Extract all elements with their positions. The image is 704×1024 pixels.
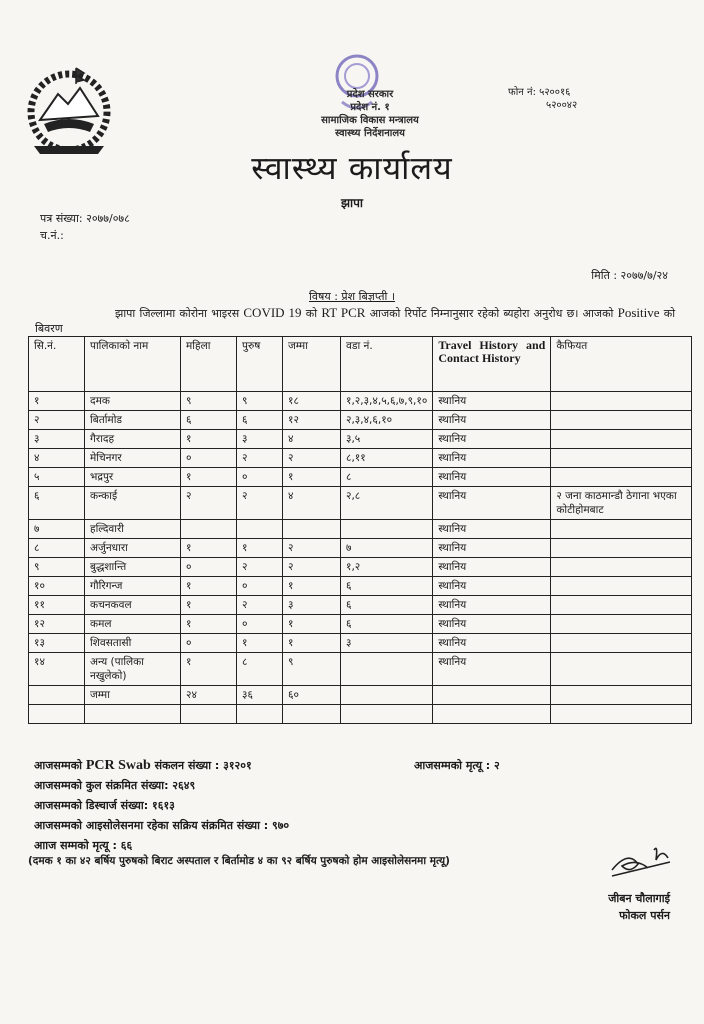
cell-name: कमल — [85, 615, 181, 634]
table-row — [29, 468, 692, 487]
pcr-prefix: आजसम्मको — [34, 759, 83, 772]
government-hierarchy — [290, 88, 450, 140]
cell-male — [237, 520, 283, 539]
cell-male: ९ — [237, 392, 283, 411]
table-header-row — [29, 337, 692, 392]
cell-female: ० — [181, 634, 237, 653]
cell-female: २ — [181, 487, 237, 520]
intro-text-3: आजको रिर्पोट निम्नानुसार रहेको ब्यहोरा अनुरोध छ। आजको — [369, 307, 614, 320]
cell-travel: स्थानिय — [433, 653, 551, 686]
cell-ward: ६ — [341, 615, 433, 634]
cell-remarks — [551, 539, 692, 558]
cell-total: ४ — [283, 487, 341, 520]
cell-female — [181, 520, 237, 539]
cell-total — [283, 520, 341, 539]
cell-sn: ११ — [29, 596, 85, 615]
table-row — [29, 596, 692, 615]
gov-line-province-number: प्रदेश नं. १ — [350, 102, 390, 113]
deaths-today: आजसम्मको मृत्यू : २ — [414, 759, 500, 772]
cell-travel: स्थानिय — [433, 596, 551, 615]
empty-cell — [341, 686, 433, 705]
total-total: ६० — [283, 686, 341, 705]
cell-female: १ — [181, 615, 237, 634]
cell-travel: स्थानिय — [433, 487, 551, 520]
cell-ward: ३ — [341, 634, 433, 653]
cell-total: १ — [283, 577, 341, 596]
total-label: जम्मा — [85, 686, 181, 705]
signer-block — [590, 890, 670, 924]
empty-cell — [29, 686, 85, 705]
cell-name: मेचिनगर — [85, 449, 181, 468]
cell-ward: १,२,३,४,५,६,७,९,१० — [341, 392, 433, 411]
table-total-row — [29, 686, 692, 705]
empty-cell — [283, 705, 341, 724]
table-row — [29, 487, 692, 520]
intro-rtpcr: RT PCR — [321, 305, 366, 320]
cell-travel: स्थानिय — [433, 449, 551, 468]
table-row — [29, 615, 692, 634]
active-isolation: आजसम्मको आइसोलेसनमा रहेका सक्रिय संक्रमित संख्या : ९७० — [34, 819, 290, 832]
cell-name: दमक — [85, 392, 181, 411]
cell-total: १८ — [283, 392, 341, 411]
table-row — [29, 577, 692, 596]
cell-sn: १२ — [29, 615, 85, 634]
total-male: ३६ — [237, 686, 283, 705]
cell-ward — [341, 653, 433, 686]
summary-block — [34, 756, 289, 856]
cell-total: ३ — [283, 596, 341, 615]
cell-total: १२ — [283, 411, 341, 430]
table-row — [29, 430, 692, 449]
cell-female: ६ — [181, 411, 237, 430]
cell-name: हल्दिवारी — [85, 520, 181, 539]
empty-cell — [551, 686, 692, 705]
cell-female: १ — [181, 653, 237, 686]
pcr-en: PCR Swab — [85, 758, 151, 773]
intro-paragraph — [35, 305, 675, 336]
cell-female: ० — [181, 558, 237, 577]
header-municipality: पालिकाको नाम — [85, 337, 181, 392]
dispatch-number: च.नं.: — [40, 229, 64, 242]
positive-cases-table — [28, 336, 692, 724]
cell-female: १ — [181, 468, 237, 487]
header-ward: वडा नं. — [341, 337, 433, 392]
cell-female: १ — [181, 596, 237, 615]
office-title: स्वास्थ्य कार्यालय — [251, 149, 453, 187]
cell-sn: ६ — [29, 487, 85, 520]
gov-line-province-government: प्रदेश सरकार — [346, 89, 394, 100]
phone-label: फोन नं: — [508, 87, 536, 98]
cell-remarks — [551, 558, 692, 577]
table-row — [29, 449, 692, 468]
signer-title: फोकल पर्सन — [619, 909, 670, 922]
cell-ward: ३,५ — [341, 430, 433, 449]
cell-total: २ — [283, 449, 341, 468]
phone-numbers — [508, 86, 577, 112]
cell-male: ० — [237, 577, 283, 596]
cell-ward: ६ — [341, 596, 433, 615]
intro-covid: COVID 19 — [243, 305, 302, 320]
table-row — [29, 558, 692, 577]
cell-ward: ६ — [341, 577, 433, 596]
gov-line-ministry: सामाजिक विकास मन्त्रालय — [321, 115, 419, 126]
gov-line-directorate: स्वास्थ्य निर्देशनालय — [335, 128, 405, 139]
cell-name: बुद्धशान्ति — [85, 558, 181, 577]
cell-ward: ७ — [341, 539, 433, 558]
cell-name: शिवसतासी — [85, 634, 181, 653]
cell-name: अर्जुनधारा — [85, 539, 181, 558]
cell-name: अन्य (पालिका नखुलेको) — [85, 653, 181, 686]
table-row — [29, 634, 692, 653]
cell-ward: १,२ — [341, 558, 433, 577]
district-name: झापा — [340, 196, 364, 210]
cell-remarks — [551, 449, 692, 468]
cell-male: २ — [237, 487, 283, 520]
cell-male: २ — [237, 449, 283, 468]
document-date: मिति : २०७७/७/२४ — [591, 269, 668, 282]
total-discharged: आजसम्मको डिस्चार्ज संख्या: १६१३ — [34, 799, 175, 812]
intro-text-1: झापा जिल्लामा कोरोना भाइरस — [115, 307, 240, 320]
cell-travel: स्थानिय — [433, 392, 551, 411]
cell-female: १ — [181, 430, 237, 449]
cell-remarks — [551, 634, 692, 653]
signer-name: जीबन चौलागाई — [608, 892, 670, 905]
reference-block — [40, 210, 130, 244]
table-row — [29, 411, 692, 430]
cell-travel: स्थानिय — [433, 539, 551, 558]
cell-sn: १० — [29, 577, 85, 596]
cell-female: १ — [181, 539, 237, 558]
cell-total: १ — [283, 634, 341, 653]
cell-name: बिर्तामोड — [85, 411, 181, 430]
cell-remarks — [551, 596, 692, 615]
empty-cell — [433, 705, 551, 724]
intro-text-2: को — [305, 307, 318, 320]
header-travel-history: Travel History and Contact History — [433, 337, 551, 392]
cell-ward: २,३,४,६,१० — [341, 411, 433, 430]
cell-remarks — [551, 468, 692, 487]
cell-name: कन्काई — [85, 487, 181, 520]
cell-remarks — [551, 430, 692, 449]
cell-female: ० — [181, 449, 237, 468]
cell-sn: २ — [29, 411, 85, 430]
cell-male: ८ — [237, 653, 283, 686]
cell-remarks — [551, 577, 692, 596]
cell-male: १ — [237, 539, 283, 558]
header-remarks: कैफियत — [551, 337, 692, 392]
cell-total: ९ — [283, 653, 341, 686]
death-note: (दमक १ का ४२ बर्षिय पुरुषको बिराट अस्पताल र बिर्तामोड ४ का ९२ बर्षिय पुरुषको होम आइसोलेसनमा मृत्यू) — [28, 855, 450, 867]
cell-name: गौरिगन्ज — [85, 577, 181, 596]
intro-text-4: को बिवरण — [35, 307, 676, 335]
letter-number: पत्र संख्या: २०७७/०७८ — [40, 212, 130, 225]
cell-travel: स्थानिय — [433, 615, 551, 634]
pcr-suffix: संकलन संख्या : ३१२०१ — [154, 759, 252, 772]
cell-female: १ — [181, 577, 237, 596]
cell-male: ० — [237, 615, 283, 634]
total-female: २४ — [181, 686, 237, 705]
cell-male: ३ — [237, 430, 283, 449]
cell-sn: १४ — [29, 653, 85, 686]
cell-total: २ — [283, 539, 341, 558]
table-row — [29, 539, 692, 558]
total-infected: आजसम्मको कुल संक्रमित संख्या: २६४९ — [34, 779, 196, 792]
cell-travel: स्थानिय — [433, 634, 551, 653]
cell-ward: ८ — [341, 468, 433, 487]
cell-male: ६ — [237, 411, 283, 430]
empty-cell — [237, 705, 283, 724]
cell-sn: ४ — [29, 449, 85, 468]
header-female: महिला — [181, 337, 237, 392]
cell-total: २ — [283, 558, 341, 577]
intro-positive: Positive — [617, 305, 660, 320]
cell-travel: स्थानिय — [433, 520, 551, 539]
empty-cell — [551, 705, 692, 724]
cell-sn: ७ — [29, 520, 85, 539]
table-row — [29, 392, 692, 411]
cell-male: ० — [237, 468, 283, 487]
phone-number-2: ५२००४२ — [546, 100, 578, 111]
empty-cell — [85, 705, 181, 724]
cell-remarks: २ जना काठमान्डौ ठेगाना भएका कोटीहोमबाट — [551, 487, 692, 520]
cell-sn: १ — [29, 392, 85, 411]
cell-remarks — [551, 411, 692, 430]
cell-travel: स्थानिय — [433, 468, 551, 487]
cell-name: कचनकवल — [85, 596, 181, 615]
total-deaths: आाज सम्मको मृत्यू : ६६ — [34, 839, 133, 852]
cell-male: २ — [237, 596, 283, 615]
cell-sn: ३ — [29, 430, 85, 449]
cell-sn: १३ — [29, 634, 85, 653]
cell-sn: ५ — [29, 468, 85, 487]
cell-remarks — [551, 653, 692, 686]
empty-cell — [341, 705, 433, 724]
cell-travel: स्थानिय — [433, 577, 551, 596]
cell-ward: ८,११ — [341, 449, 433, 468]
cell-travel: स्थानिय — [433, 430, 551, 449]
cell-remarks — [551, 520, 692, 539]
empty-cell — [181, 705, 237, 724]
cell-total: ४ — [283, 430, 341, 449]
signature-icon — [608, 840, 678, 880]
table-row — [29, 653, 692, 686]
empty-cell — [433, 686, 551, 705]
table-empty-row — [29, 705, 692, 724]
cell-remarks — [551, 615, 692, 634]
cell-travel: स्थानिय — [433, 411, 551, 430]
cell-male: १ — [237, 634, 283, 653]
header-male: पुरुष — [237, 337, 283, 392]
cell-sn: ९ — [29, 558, 85, 577]
cell-female: ९ — [181, 392, 237, 411]
cell-remarks — [551, 392, 692, 411]
cell-name: गैरादह — [85, 430, 181, 449]
pcr-swab-count — [34, 756, 289, 776]
header-total: जम्मा — [283, 337, 341, 392]
cell-name: भद्रपुर — [85, 468, 181, 487]
empty-cell — [29, 705, 85, 724]
cell-male: २ — [237, 558, 283, 577]
subject-line: विषय : प्रेश बिज्ञप्ती । — [309, 290, 395, 303]
cell-ward — [341, 520, 433, 539]
cell-total: १ — [283, 468, 341, 487]
header-serial: सि.नं. — [29, 337, 85, 392]
cell-ward: २,८ — [341, 487, 433, 520]
phone-number-1: ५२००१६ — [539, 87, 571, 98]
cell-sn: ८ — [29, 539, 85, 558]
cell-total: १ — [283, 615, 341, 634]
table-row — [29, 520, 692, 539]
cell-travel: स्थानिय — [433, 558, 551, 577]
